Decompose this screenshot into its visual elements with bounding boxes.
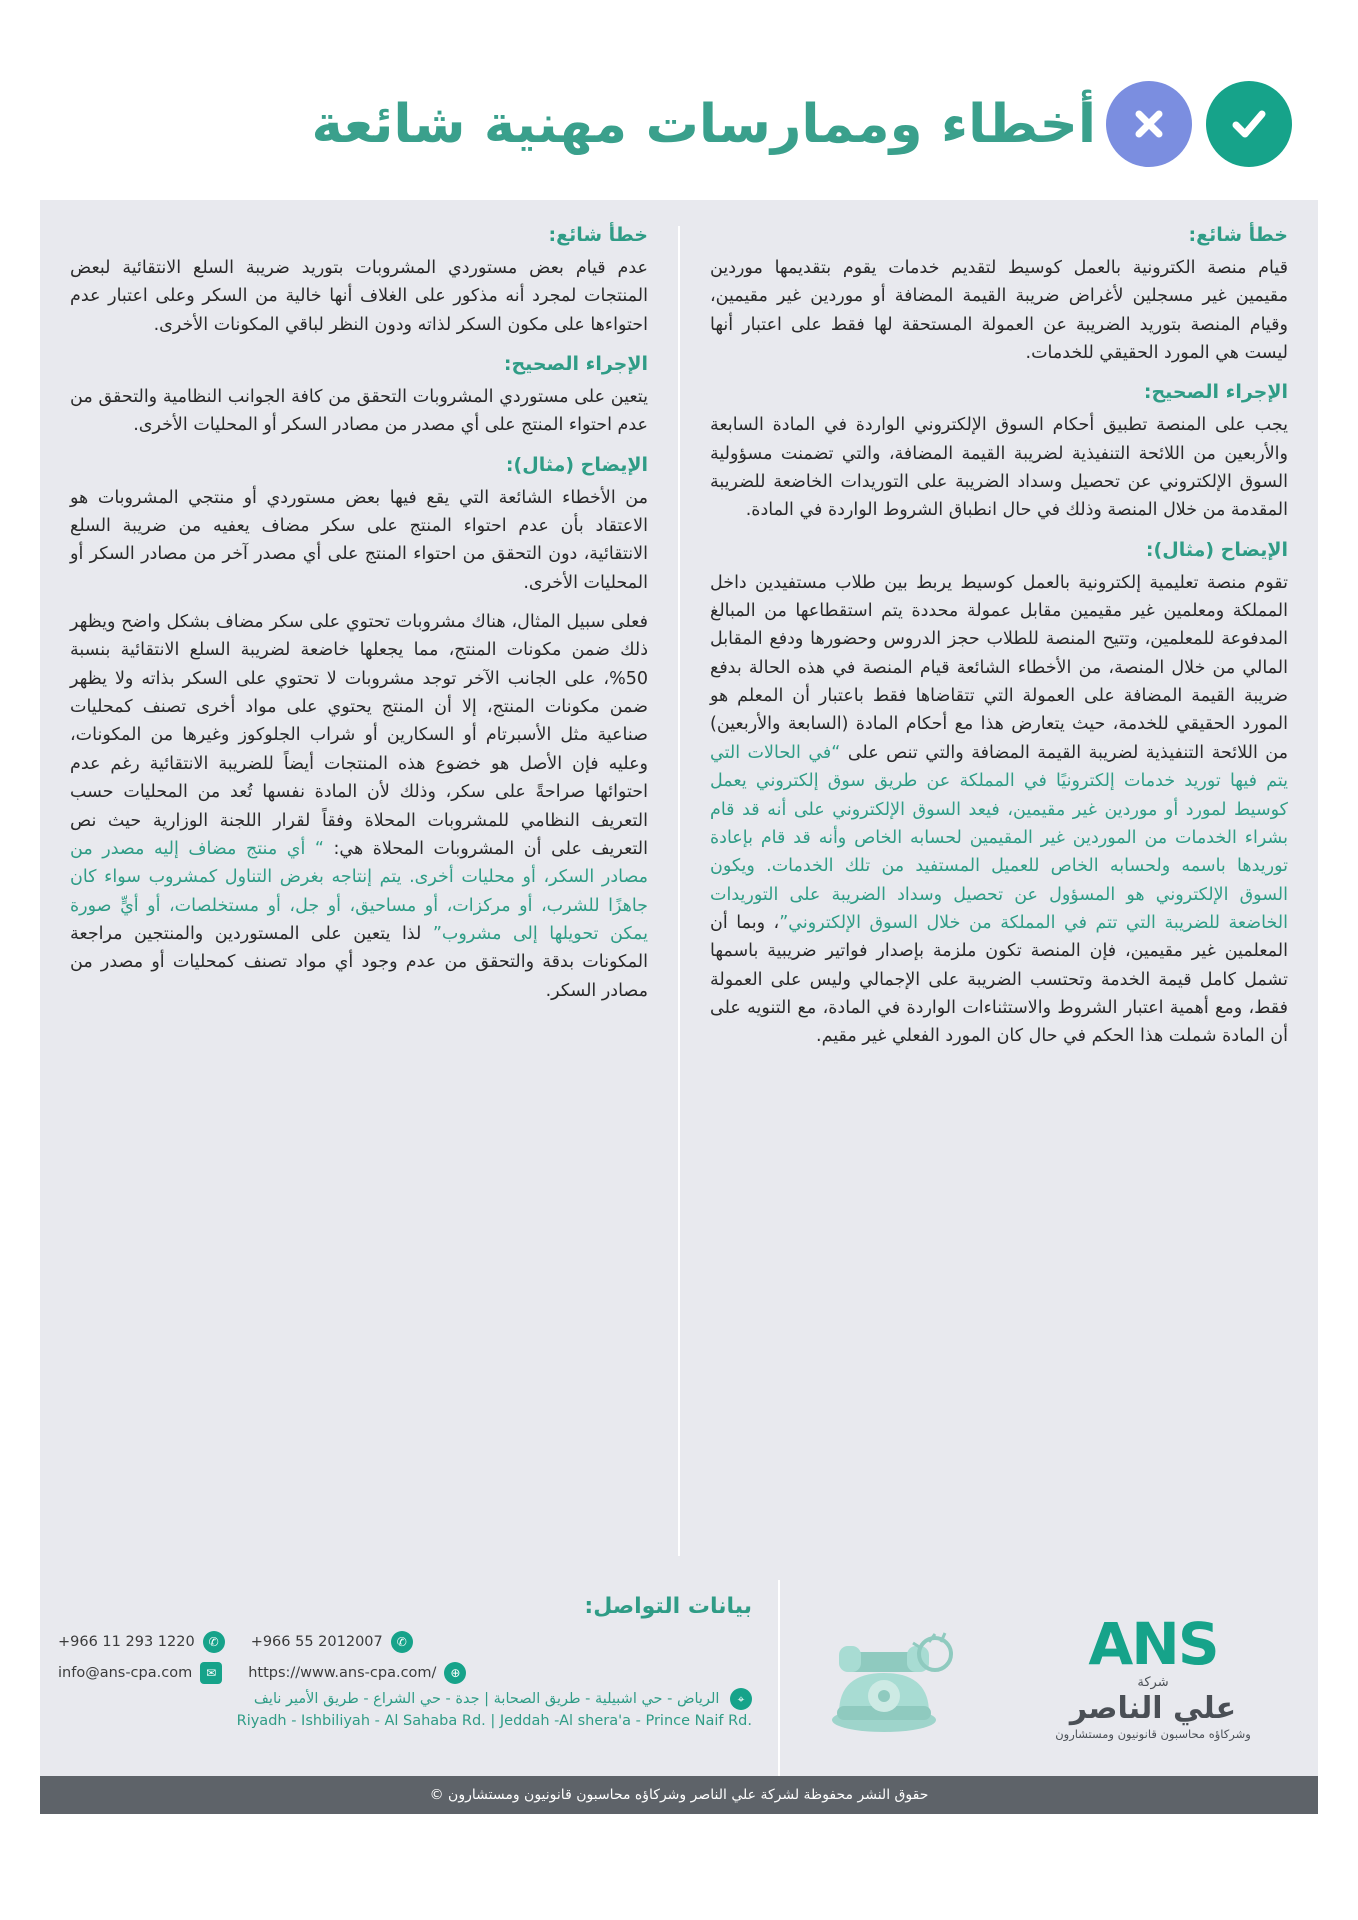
paragraph-example-left-2 [70,608,648,1005]
retro-telephone-icon [809,1618,959,1738]
address-block [58,1688,752,1733]
globe-icon: ⊕ [444,1662,466,1684]
logo-arabic-sub: وشركاؤه محاسبون قانونيون ومستشارون [1055,1727,1251,1741]
address-arabic [58,1688,752,1711]
paragraph-common-error-right: قيام منصة الكترونية بالعمل كوسيط لتقديم خدمات يقوم بتقديمها موردين مقيمين غير مسجلين لأغراض ضريبة القيمة المضافة أو موردين غير مقيمين، وقيام المنصة بتوريد الضريبة عن العمولة المستحقة لها فقط على اعتبار أنها ليست هي المورد الحقيقي للخدمات. [710,258,1288,364]
contact-item-email[interactable] [58,1662,222,1684]
check-mark-icon [1206,81,1292,167]
address-english-text: Riyadh - Ishbiliyah - Al Sahaba Rd. | Jeddah -Al shera'a - Prince Naif Rd. [236,1712,752,1729]
whatsapp-icon: ✆ [203,1631,225,1653]
section-heading-example-right: الإيضاح (مثال): [1145,538,1288,561]
contact-row-web [58,1662,466,1684]
example-right-quote: “في الحالات التي يتم فيها توريد خدمات إلكترونيًا في المملكة عن طريق سوق إلكتروني يعمل كوسيط لمورد أو موردين غير مقيمين، فيعد السوق الإلكتروني على أنه قد قام بشراء الخدمات من الموردين غير المقيمين لحسابه الخاص وأنه قد قام بإعادة توريدها باسمه ولحسابه الخاص للعميل المستفيد من تلك الخدمات. ويكون السوق الإلكتروني هو المسؤول عن تحصيل وسداد الضريبة على التوريدات الخاضعة للضريبة التي تتم في المملكة من خلال السوق الإلكتروني” [710,742,1288,933]
example-right-intro-text: تقوم منصة تعليمية إلكترونية بالعمل كوسيط يربط بين طلاب مستفيدين داخل المملكة ومعلمين غير مقيمين مقابل عمولة محددة يتم استقطاعها من المبالغ المدفوعة للمعلمين، وتتيح المنصة للطلاب حجز الدروس وحضورها ودفع المقابل المالي من خلال المنصة، من الأخطاء الشائعة قيام المنصة في هذه الحالة بدفع ضريبة القيمة المضافة على العمولة التي تتقاضاها فقط باعتبار أن المعلم هو المورد الحقيقي للخدمة، حيث يتعارض هذا مع أحكام المادة (السابعة والأربعين) من اللائحة التنفيذية لضريبة القيمة المضافة والتي تنص على [710,572,1288,763]
address-arabic-text: الرياض - حي اشبيلية - طريق الصحابة | جدة - حي الشراع - طريق الأمير نايف [253,1691,720,1707]
section-heading-example-left: الإيضاح (مثال): [505,453,648,476]
column-divider [678,226,680,1556]
content-area [40,200,1318,1580]
paragraph-example-left-1: من الأخطاء الشائعة التي يقع فيها بعض مستوردي أو منتجي المشروبات هو الاعتقاد بأن عدم احتواء المنتج على سكر مضاف يعفيه من ضريبة السلع الانتقائية، دون التحقق من احتواء المنتج على أي مصدر آخر من مصادر السكر أو المحليات الأخرى. [70,487,648,593]
contact-title: بيانات التواصل: [584,1594,752,1619]
paragraph-common-error-left: عدم قيام بعض مستوردي المشروبات بتوريد ضريبة السلع الانتقائية لبعض المنتجات لمجرد أنه مذكور على الغلاف أنها خالية من السكر وعلى اعتبار عدم احتواءها على مكون السكر لذاته ودون النظر لباقي المكونات الأخرى. [70,258,648,335]
contact-item-website[interactable] [248,1662,466,1684]
logo-arabic-small: شركة [1137,1675,1169,1690]
logo-wordmark [1088,1610,1218,1678]
contact-phone1-text: +966 11 293 1220 [58,1634,195,1650]
contact-item-phone1[interactable] [58,1631,225,1653]
contact-block [40,1580,778,1776]
page-header [0,0,1358,200]
logo-arabic-name: علي الناصر [1069,1691,1237,1726]
location-pin-icon: ⌖ [730,1688,752,1710]
page-title: أخطاء وممارسات مهنية شائعة [311,93,1096,155]
header-icon-group [1106,81,1292,167]
telephone-illustration [778,1580,988,1776]
page-footer [40,1580,1318,1776]
contact-row-phones [58,1631,413,1653]
email-icon: ✉ [200,1662,222,1684]
contact-rows [58,1631,752,1684]
contact-website-text: https://www.ans-cpa.com/ [248,1665,437,1681]
company-logo [988,1580,1318,1776]
contact-email-text: info@ans-cpa.com [58,1665,193,1681]
logo-mark-text: ANS [1088,1610,1218,1678]
column-left [40,222,678,1560]
section-heading-common-error-left: خطأ شائع: [548,224,648,246]
paragraph-example-right-intro [710,569,1288,1051]
copyright-bar: حقوق النشر محفوظة لشركة علي الناصر وشركاؤه محاسبون قانونيون ومستشارون © [40,1776,1318,1814]
example-left-intro-text: فعلى سبيل المثال، هناك مشروبات تحتوي على سكر مضاف بشكل واضح ويظهر ذلك ضمن مكونات المنتج، مما يجعلها خاضعة لضريبة السلع الانتقائية بنسبة 50%، على الجانب الآخر توجد مشروبات لا تحتوي على السكر بذاته ولا يظهر ضمن مكونات المنتج، إلا أن المنتج يحتوي على مواد أخرى تصنف كمحليات صناعية مثل الأسبرتام أو السكارين أو شراب الجلوكوز وغيرها من المكونات، وعليه فإن الأصل هو خضوع هذه المنتجات أيضاً للضريبة الانتقائية رغم عدم احتوائها صراحةً على سكر، وذلك لأن المادة نفسها تُعد من المحليات حسب التعريف النظامي للمشروبات المحلاة وفقاً لقرار اللجنة الوزارية حيث نص التعريف على أن المشروبات المحلاة هي: [70,612,649,859]
cross-mark-icon [1106,81,1192,167]
section-heading-correct-action-left: الإجراء الصحيح: [503,353,648,376]
paragraph-correct-action-right: يجب على المنصة تطبيق أحكام السوق الإلكتروني الواردة في المادة السابعة والأربعين من اللائحة التنفيذية لضريبة القيمة المضافة، والتي تضمنت مسؤولية السوق الإلكتروني عن تحصيل وسداد الضريبة على التوريدات الخاضعة للضريبة المقدمة من خلال المنصة وذلك في حال انطباق الشروط الواردة في المادة. [710,415,1288,521]
example-right-after-quote: ، وبما أن المعلمين غير مقيمين، فإن المنصة تكون ملزمة بإصدار فواتير ضريبية باسمها تشمل كامل قيمة الخدمة وتحتسب الضريبة على الإجمالي وليس على العمولة فقط، ومع أهمية اعتبار الشروط والاستثناءات الواردة في المادة، مع التنويه على أن المادة شملت هذا الحكم في حال كان المورد الفعلي غير مقيم. [710,912,1288,1047]
column-right [680,222,1318,1560]
section-heading-common-error-right: خطأ شائع: [1188,224,1288,246]
contact-item-phone2[interactable] [251,1631,413,1653]
paragraph-correct-action-left: يتعين على مستوردي المشروبات التحقق من كافة الجوانب النظامية والتحقق من عدم احتواء المنتج على أي مصدر من مصادر السكر أو المحليات الأخرى. [70,387,648,436]
section-heading-correct-action-right: الإجراء الصحيح: [1143,381,1288,404]
example-left-after-quote: لذا يتعين على المستوردين والمنتجين مراجعة المكونات بدقة والتحقق من عدم وجود أي مواد تصنف كمحليات أو مصدر من مصادر السكر. [70,923,648,1001]
contact-phone2-text: +966 55 2012007 [250,1634,383,1650]
mobile-whatsapp-icon: ✆ [391,1631,413,1653]
example-left-quote: “ أي منتج مضاف إليه مصدر من مصادر السكر، أو محليات أخرى. يتم إنتاجه بغرض التناول كمشروب سواء كان جاهزًا للشرب، أو مركزات، أو مساحيق، أو جل، أو مستخلصات، أو أيٍّ صورة يمكن تحويلها إلى مشروب” [70,838,648,944]
